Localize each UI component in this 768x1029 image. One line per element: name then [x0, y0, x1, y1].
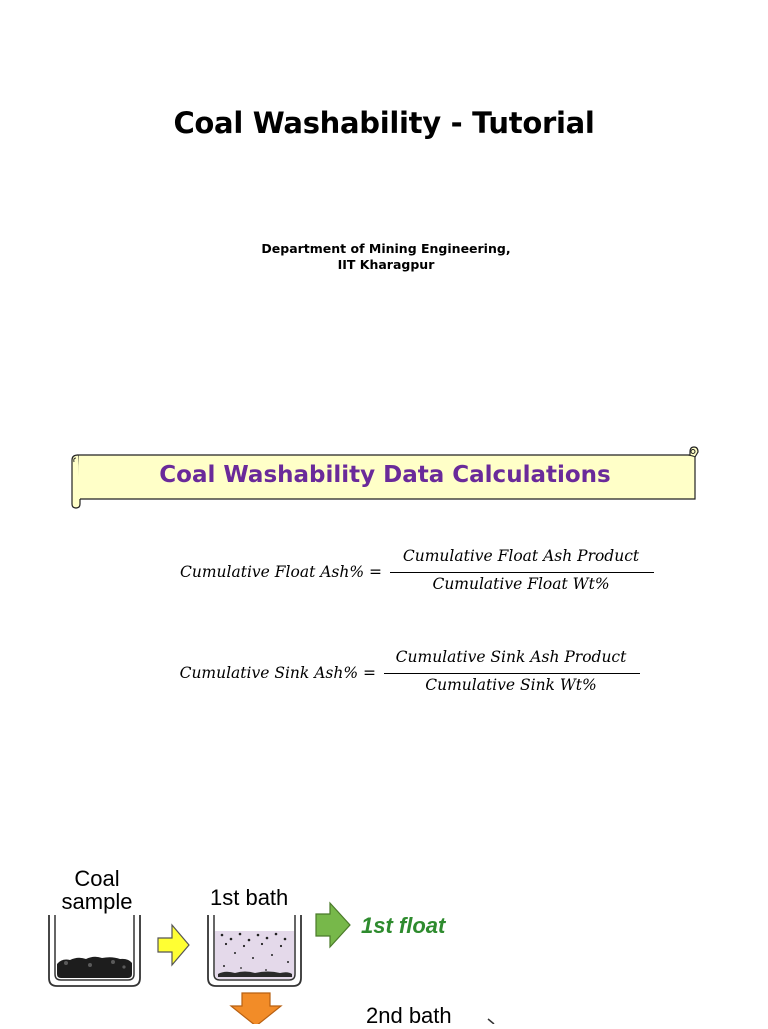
second-bath-label: 2nd bath [366, 1003, 452, 1028]
arrow-right-icon [316, 903, 350, 947]
arrow-down-icon [231, 993, 281, 1024]
equation-1-denominator: Cumulative Float Wt% [432, 575, 610, 593]
equation-2-lhs: Cumulative Sink Ash% = [179, 664, 376, 682]
equation-1-lhs: Cumulative Float Ash% = [180, 563, 382, 581]
first-bath-label: 1st bath [210, 885, 289, 910]
equation-1-numerator: Cumulative Float Ash Product [402, 547, 640, 565]
coal-sample-label-line-2: sample [61, 889, 133, 914]
arrow-right-icon [158, 925, 189, 965]
department-line-2: IIT Kharagpur [337, 257, 435, 272]
equation-2-denominator: Cumulative Sink Wt% [425, 676, 597, 694]
equation-1-fraction-bar [390, 572, 654, 573]
equation-2-fraction-bar [384, 673, 640, 674]
coal-sample-label-line-1: Coal [74, 866, 120, 891]
coal-sample-beaker [49, 915, 140, 986]
slide-title: Coal Washability - Tutorial [173, 106, 595, 140]
banner-title: Coal Washability Data Calculations [159, 462, 611, 488]
department-line-1: Department of Mining Engineering, [261, 241, 511, 256]
first-bath-beaker [208, 915, 301, 986]
first-float-label: 1st float [361, 913, 446, 938]
coal-sample-label [56, 867, 138, 913]
arrow-right-icon [488, 1019, 494, 1024]
equation-2-numerator: Cumulative Sink Ash Product [395, 648, 627, 666]
